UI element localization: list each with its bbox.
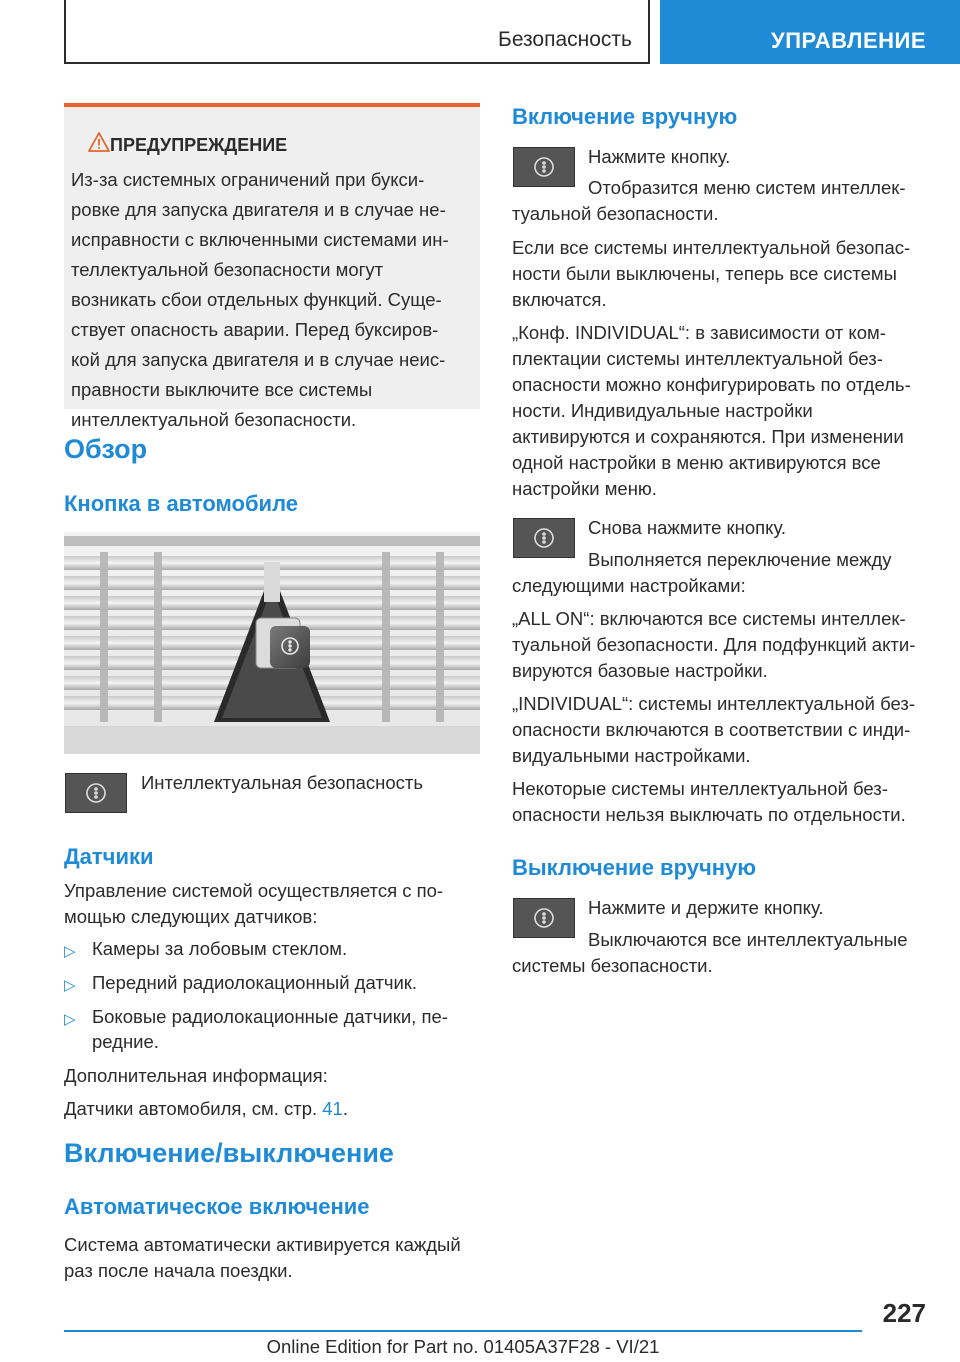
warning-line: кой для запуска двигателя и в случае неис- <box>71 349 446 370</box>
individual-config-line: плектации системы интеллектуальной без- <box>512 348 883 369</box>
heading-overview: Обзор <box>64 434 148 464</box>
grille-button-photo <box>64 532 480 754</box>
footer-rule <box>64 1330 862 1332</box>
some-systems-line: опасности нельзя выключать по отдельности. <box>512 804 906 825</box>
heading-manual-off: Выключение вручную <box>512 855 757 880</box>
sensor-list-item: Передний радиолокационный датчик. <box>92 972 418 993</box>
warning-line: интеллектуальной безопасности. <box>71 409 357 430</box>
all-on-line: вируются базовые настройки. <box>512 660 768 681</box>
all-off-line: включатся. <box>512 289 607 310</box>
individual-line: видуальными настройками. <box>512 745 751 766</box>
all-on-line: туальной безопасности. Для подфункций акти- <box>512 634 916 655</box>
individual-config-line: ности. Индивидуальные настройки <box>512 400 813 421</box>
sensors-intro-line: Управление системой осуществляется с по- <box>64 880 444 901</box>
heading-auto-on: Автоматическое включение <box>64 1194 370 1219</box>
page-link[interactable]: 41 <box>322 1098 343 1119</box>
sensors-intro-line: мощью следующих датчиков: <box>64 906 318 927</box>
intelligent-safety-button-icon <box>513 518 575 558</box>
individual-config-line: опасности можно конфигурировать по отдель- <box>512 374 911 395</box>
header-chapter-title: УПРАВЛЕНИЕ <box>771 28 926 53</box>
individual-config-line: настройки меню. <box>512 478 657 499</box>
individual-line: опасности включаются в соответствии с инди- <box>512 719 911 740</box>
heading-manual-on: Включение вручную <box>512 104 738 129</box>
toggle-settings-line: следующими настройками: <box>512 575 746 596</box>
bullet-triangle-icon: ▷ <box>64 943 76 960</box>
intelligent-safety-button-icon <box>513 147 575 187</box>
warning-text <box>71 165 475 435</box>
toggle-settings-line: Выполняется переключение между <box>588 549 892 570</box>
all-on-line: „ALL ON“: включаются все системы интеллек- <box>512 608 906 629</box>
all-off-line: ности были выключены, теперь все системы <box>512 263 897 284</box>
intelligent-safety-button-icon <box>65 773 127 813</box>
menu-shown-line: туальной безопасности. <box>512 203 719 224</box>
header-section-title: Безопасность <box>498 28 632 51</box>
cross-reference-text: Датчики автомобиля, см. стр. <box>64 1098 318 1119</box>
heading-button-in-car: Кнопка в автомобиле <box>64 491 298 516</box>
cross-reference <box>64 1094 348 1124</box>
sensor-list-item: Камеры за лобовым стеклом. <box>92 938 348 959</box>
auto-text-line: Система автоматически активируется каждый <box>64 1234 461 1255</box>
cross-reference-end: . <box>342 1098 348 1119</box>
warning-icon <box>88 132 110 152</box>
individual-line: „INDIVIDUAL“: системы интеллектуальной без- <box>512 693 915 714</box>
individual-config-line: активируются и сохраняются. При изменении <box>512 426 904 447</box>
warning-line: возникать сбои отдельных функций. Суще- <box>71 289 442 310</box>
all-off-result-line: системы безопасности. <box>512 955 713 976</box>
intelligent-safety-button-icon <box>513 898 575 938</box>
more-info-label: Дополнительная информация: <box>64 1065 328 1086</box>
header-chapter-tab <box>660 0 960 64</box>
warning-box <box>64 103 480 430</box>
warning-line: ровке для запуска двигателя и в случае не- <box>71 199 446 220</box>
all-off-result-line: Выключаются все интеллектуальные <box>588 929 908 950</box>
auto-text-line: раз после начала поездки. <box>64 1260 293 1281</box>
footer-edition: Online Edition for Part no. 01405A37F28 - VI/21 <box>266 1336 660 1357</box>
warning-line: Из-за системных ограничений при букси- <box>71 169 425 190</box>
warning-line: теллектуальной безопасности могут <box>71 259 384 280</box>
heading-sensors: Датчики <box>64 844 154 869</box>
bullet-triangle-icon: ▷ <box>64 977 76 994</box>
header-section-box <box>64 0 650 64</box>
all-off-line: Если все системы интеллектуальной безопас- <box>512 237 911 258</box>
warning-line: правности выключите все системы <box>71 379 373 400</box>
bullet-triangle-icon: ▷ <box>64 1011 76 1028</box>
sensor-list-item-continued: редние. <box>92 1031 159 1052</box>
button-caption: Интеллектуальная безопасность <box>141 772 423 793</box>
individual-config-line: одной настройки в меню активируются все <box>512 452 881 473</box>
individual-config-line: „Конф. INDIVIDUAL“: в зависимости от ком- <box>512 322 886 343</box>
some-systems-line: Некоторые системы интеллектуальной без- <box>512 778 888 799</box>
warning-line: ствует опасность аварии. Перед буксиров- <box>71 319 439 340</box>
press-again-text: Снова нажмите кнопку. <box>588 517 786 538</box>
sensor-list-item: Боковые радиолокационные датчики, пе- <box>92 1006 448 1027</box>
menu-shown-line: Отобразится меню систем интеллек- <box>588 177 906 198</box>
page-number: 227 <box>882 1298 926 1328</box>
press-button-text: Нажмите кнопку. <box>588 146 731 167</box>
warning-title: ПРЕДУПРЕЖДЕНИЕ <box>110 135 288 155</box>
heading-on-off: Включение/выключение <box>64 1138 394 1168</box>
warning-line: исправности с включенными системами ин- <box>71 229 449 250</box>
press-hold-text: Нажмите и держите кнопку. <box>588 897 824 918</box>
